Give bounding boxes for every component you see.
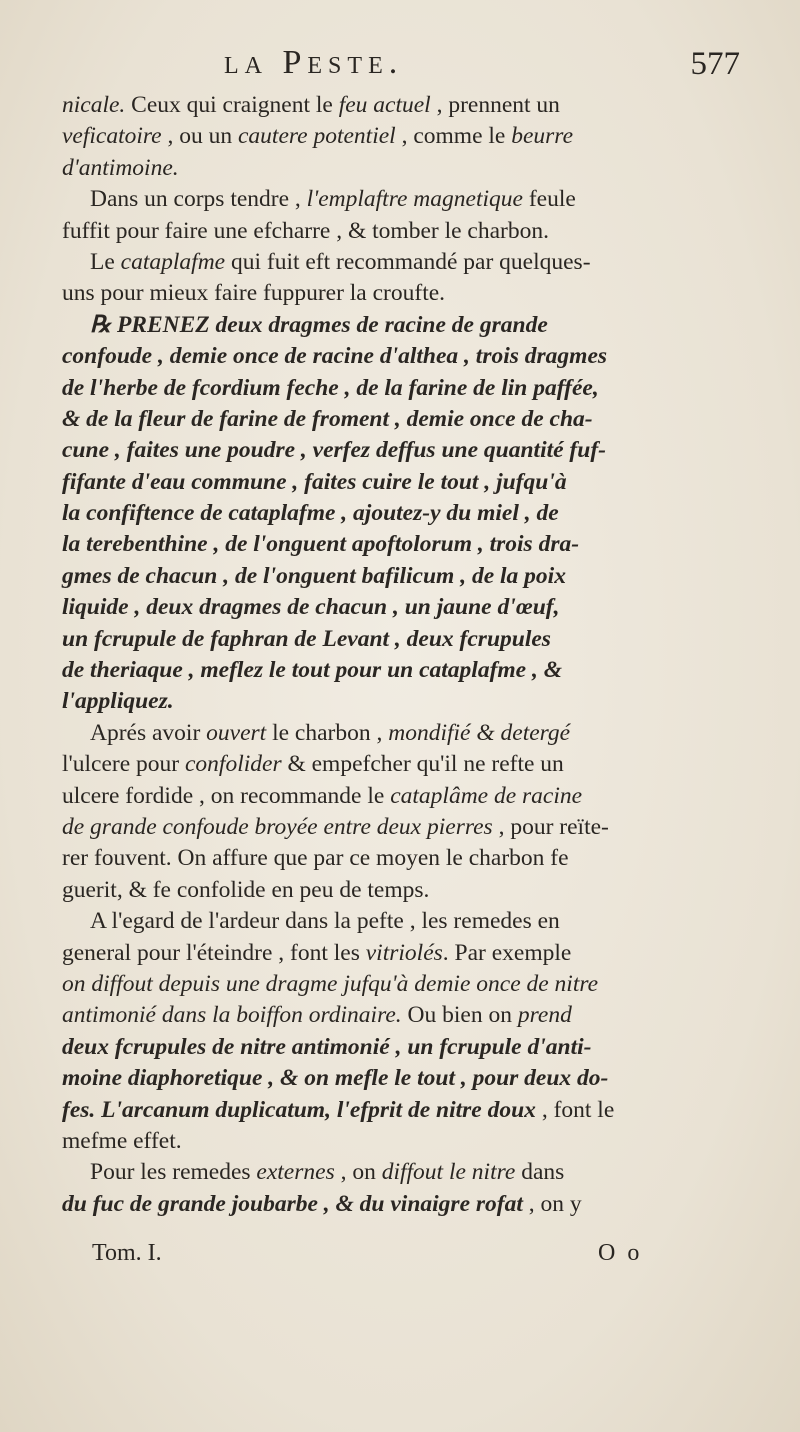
text-line	[62, 341, 742, 372]
italic-text: moine diaphoretique , & on mefle le tout , pour deux do-	[62, 1065, 609, 1092]
italic-text: fifante d'eau commune , faites cuire le tout , jufqu'à	[62, 468, 567, 495]
text-line	[62, 1095, 742, 1126]
italic-text: prend	[517, 1002, 572, 1029]
paragraph	[62, 906, 742, 1157]
page-footer	[0, 1240, 800, 1280]
italic-text: confoude , demie once de racine d'althea , trois dragmes	[62, 343, 608, 370]
text-line	[62, 278, 742, 309]
roman-text: ulcere fordide , on recommande le	[62, 782, 391, 809]
signature-mark: O o	[598, 1240, 643, 1266]
running-head: la Peste.	[224, 44, 404, 81]
roman-text: le charbon ,	[266, 719, 389, 746]
roman-text: qui fuit eft recommandé par quelques-	[225, 248, 591, 275]
text-line	[62, 686, 742, 717]
italic-text: cataplâme de racine	[390, 782, 583, 809]
text-line	[62, 1189, 742, 1220]
tome-label: Tom. I.	[92, 1240, 162, 1266]
italic-text: beurre	[511, 123, 573, 150]
text-line	[62, 624, 742, 655]
text-line	[62, 435, 742, 466]
italic-text: cataplafme	[120, 248, 226, 275]
text-line	[62, 749, 742, 780]
text-line	[62, 404, 742, 435]
text-line	[62, 1063, 742, 1094]
text-line	[62, 529, 742, 560]
roman-text: guerit, & fe confolide en peu de temps.	[62, 876, 430, 903]
paragraph	[62, 310, 742, 718]
text-line	[62, 1000, 742, 1031]
roman-text: Pour les remedes	[90, 1159, 257, 1186]
roman-text: , on y	[522, 1190, 582, 1217]
roman-text: dans	[515, 1159, 565, 1186]
page-header	[0, 44, 800, 94]
text-line	[62, 121, 742, 152]
italic-text: deux fcrupules de nitre antimonié , un fcrupule d'anti-	[62, 1033, 592, 1060]
italic-text: antimonié dans la boiffon ordinaire.	[62, 1002, 402, 1029]
italic-text: d'antimoine.	[62, 154, 179, 181]
text-line	[62, 216, 742, 247]
body-text	[62, 90, 742, 1220]
roman-text: . Par exemple	[442, 939, 572, 966]
roman-text: , pour reïte-	[492, 813, 609, 840]
italic-text: gmes de chacun , de l'onguent bafilicum , de la poix	[62, 562, 566, 589]
roman-text: Dans un corps tendre ,	[90, 186, 307, 213]
roman-text: mefme effet.	[62, 1127, 182, 1154]
italic-text: l'appliquez.	[62, 688, 174, 715]
roman-text: , comme le	[395, 123, 512, 150]
italic-text: & de la fleur de farine de froment , demie once de cha-	[62, 405, 593, 432]
roman-text: Ou bien on	[401, 1002, 518, 1029]
paragraph	[62, 1157, 742, 1220]
text-line	[62, 718, 742, 749]
text-line	[62, 1126, 742, 1157]
italic-text: on diffout depuis une dragme jufqu'à demie once de nitre	[62, 970, 599, 997]
text-line	[62, 906, 742, 937]
roman-text: , font le	[535, 1096, 615, 1123]
roman-text: Aprés avoir	[90, 719, 207, 746]
text-line	[62, 90, 742, 121]
text-line	[62, 1157, 742, 1188]
italic-text: diffout le nitre	[381, 1159, 516, 1186]
page-number: 577	[690, 46, 740, 82]
text-line	[62, 812, 742, 843]
roman-text: uns pour mieux faire fuppurer la croufte.	[62, 280, 446, 307]
text-line	[62, 247, 742, 278]
italic-text: veficatoire	[62, 123, 162, 150]
italic-text: la terebenthine , de l'onguent apoftolorum , trois dra-	[62, 531, 580, 558]
italic-text: l'emplaftre magnetique	[306, 186, 523, 213]
roman-text: rer fouvent. On affure que par ce moyen le charbon fe	[62, 845, 569, 872]
italic-text: la confiftence de cataplafme , ajoutez-y du miel , de	[62, 500, 559, 527]
paragraph	[62, 184, 742, 247]
roman-text: feule	[522, 186, 576, 213]
text-line	[62, 592, 742, 623]
italic-text: nicale.	[62, 92, 126, 118]
text-line	[62, 1032, 742, 1063]
italic-text: feu actuel	[338, 92, 431, 118]
text-line	[62, 184, 742, 215]
text-line	[62, 875, 742, 906]
roman-text: , on	[334, 1159, 382, 1186]
italic-text: ℞ PRENEZ deux dragmes de racine de grande	[90, 311, 548, 338]
roman-text: Le	[90, 248, 121, 275]
italic-text: de grande confoude broyée entre deux pierres	[62, 813, 493, 840]
italic-text: cautere potentiel	[238, 123, 396, 150]
roman-text: l'ulcere pour	[62, 751, 185, 778]
roman-text: , prennent un	[430, 92, 560, 118]
text-line	[62, 153, 742, 184]
roman-text: , ou un	[161, 123, 238, 150]
italic-text: cune , faites une poudre , verfez deffus une quantité fuf-	[62, 437, 606, 464]
italic-text: confolider	[185, 751, 282, 778]
text-line	[62, 655, 742, 686]
italic-text: de theriaque , meflez le tout pour un cataplafme , &	[62, 657, 563, 684]
text-line	[62, 843, 742, 874]
paragraph	[62, 718, 742, 906]
text-line	[62, 467, 742, 498]
italic-text: un fcrupule de faphran de Levant , deux fcrupules	[62, 625, 551, 652]
roman-text: fuffit pour faire une efcharre , & tomber le charbon.	[62, 217, 549, 244]
italic-text: externes	[256, 1159, 335, 1186]
italic-text: mondifié & detergé	[388, 719, 571, 746]
text-line	[62, 938, 742, 969]
roman-text: Ceux qui craignent le	[125, 92, 339, 118]
paragraph	[62, 90, 742, 184]
roman-text: A l'egard de l'ardeur dans la pefte , les remedes en	[90, 908, 560, 935]
italic-text: du fuc de grande joubarbe , & du vinaigre rofat	[62, 1190, 523, 1217]
text-line	[62, 561, 742, 592]
italic-text: ouvert	[206, 719, 267, 746]
text-line	[62, 310, 742, 341]
roman-text: & empefcher qu'il ne refte un	[281, 751, 564, 778]
italic-text: liquide , deux dragmes de chacun , un jaune d'œuf,	[62, 594, 560, 621]
paragraph	[62, 247, 742, 310]
italic-text: vitriolés	[365, 939, 443, 966]
italic-text: de l'herbe de fcordium feche , de la farine de lin paffée,	[62, 374, 599, 401]
text-line	[62, 781, 742, 812]
text-line	[62, 373, 742, 404]
text-line	[62, 498, 742, 529]
italic-text: fes. L'arcanum duplicatum, l'efprit de nitre doux	[62, 1096, 536, 1123]
roman-text: general pour l'éteindre , font les	[62, 939, 366, 966]
text-line	[62, 969, 742, 1000]
